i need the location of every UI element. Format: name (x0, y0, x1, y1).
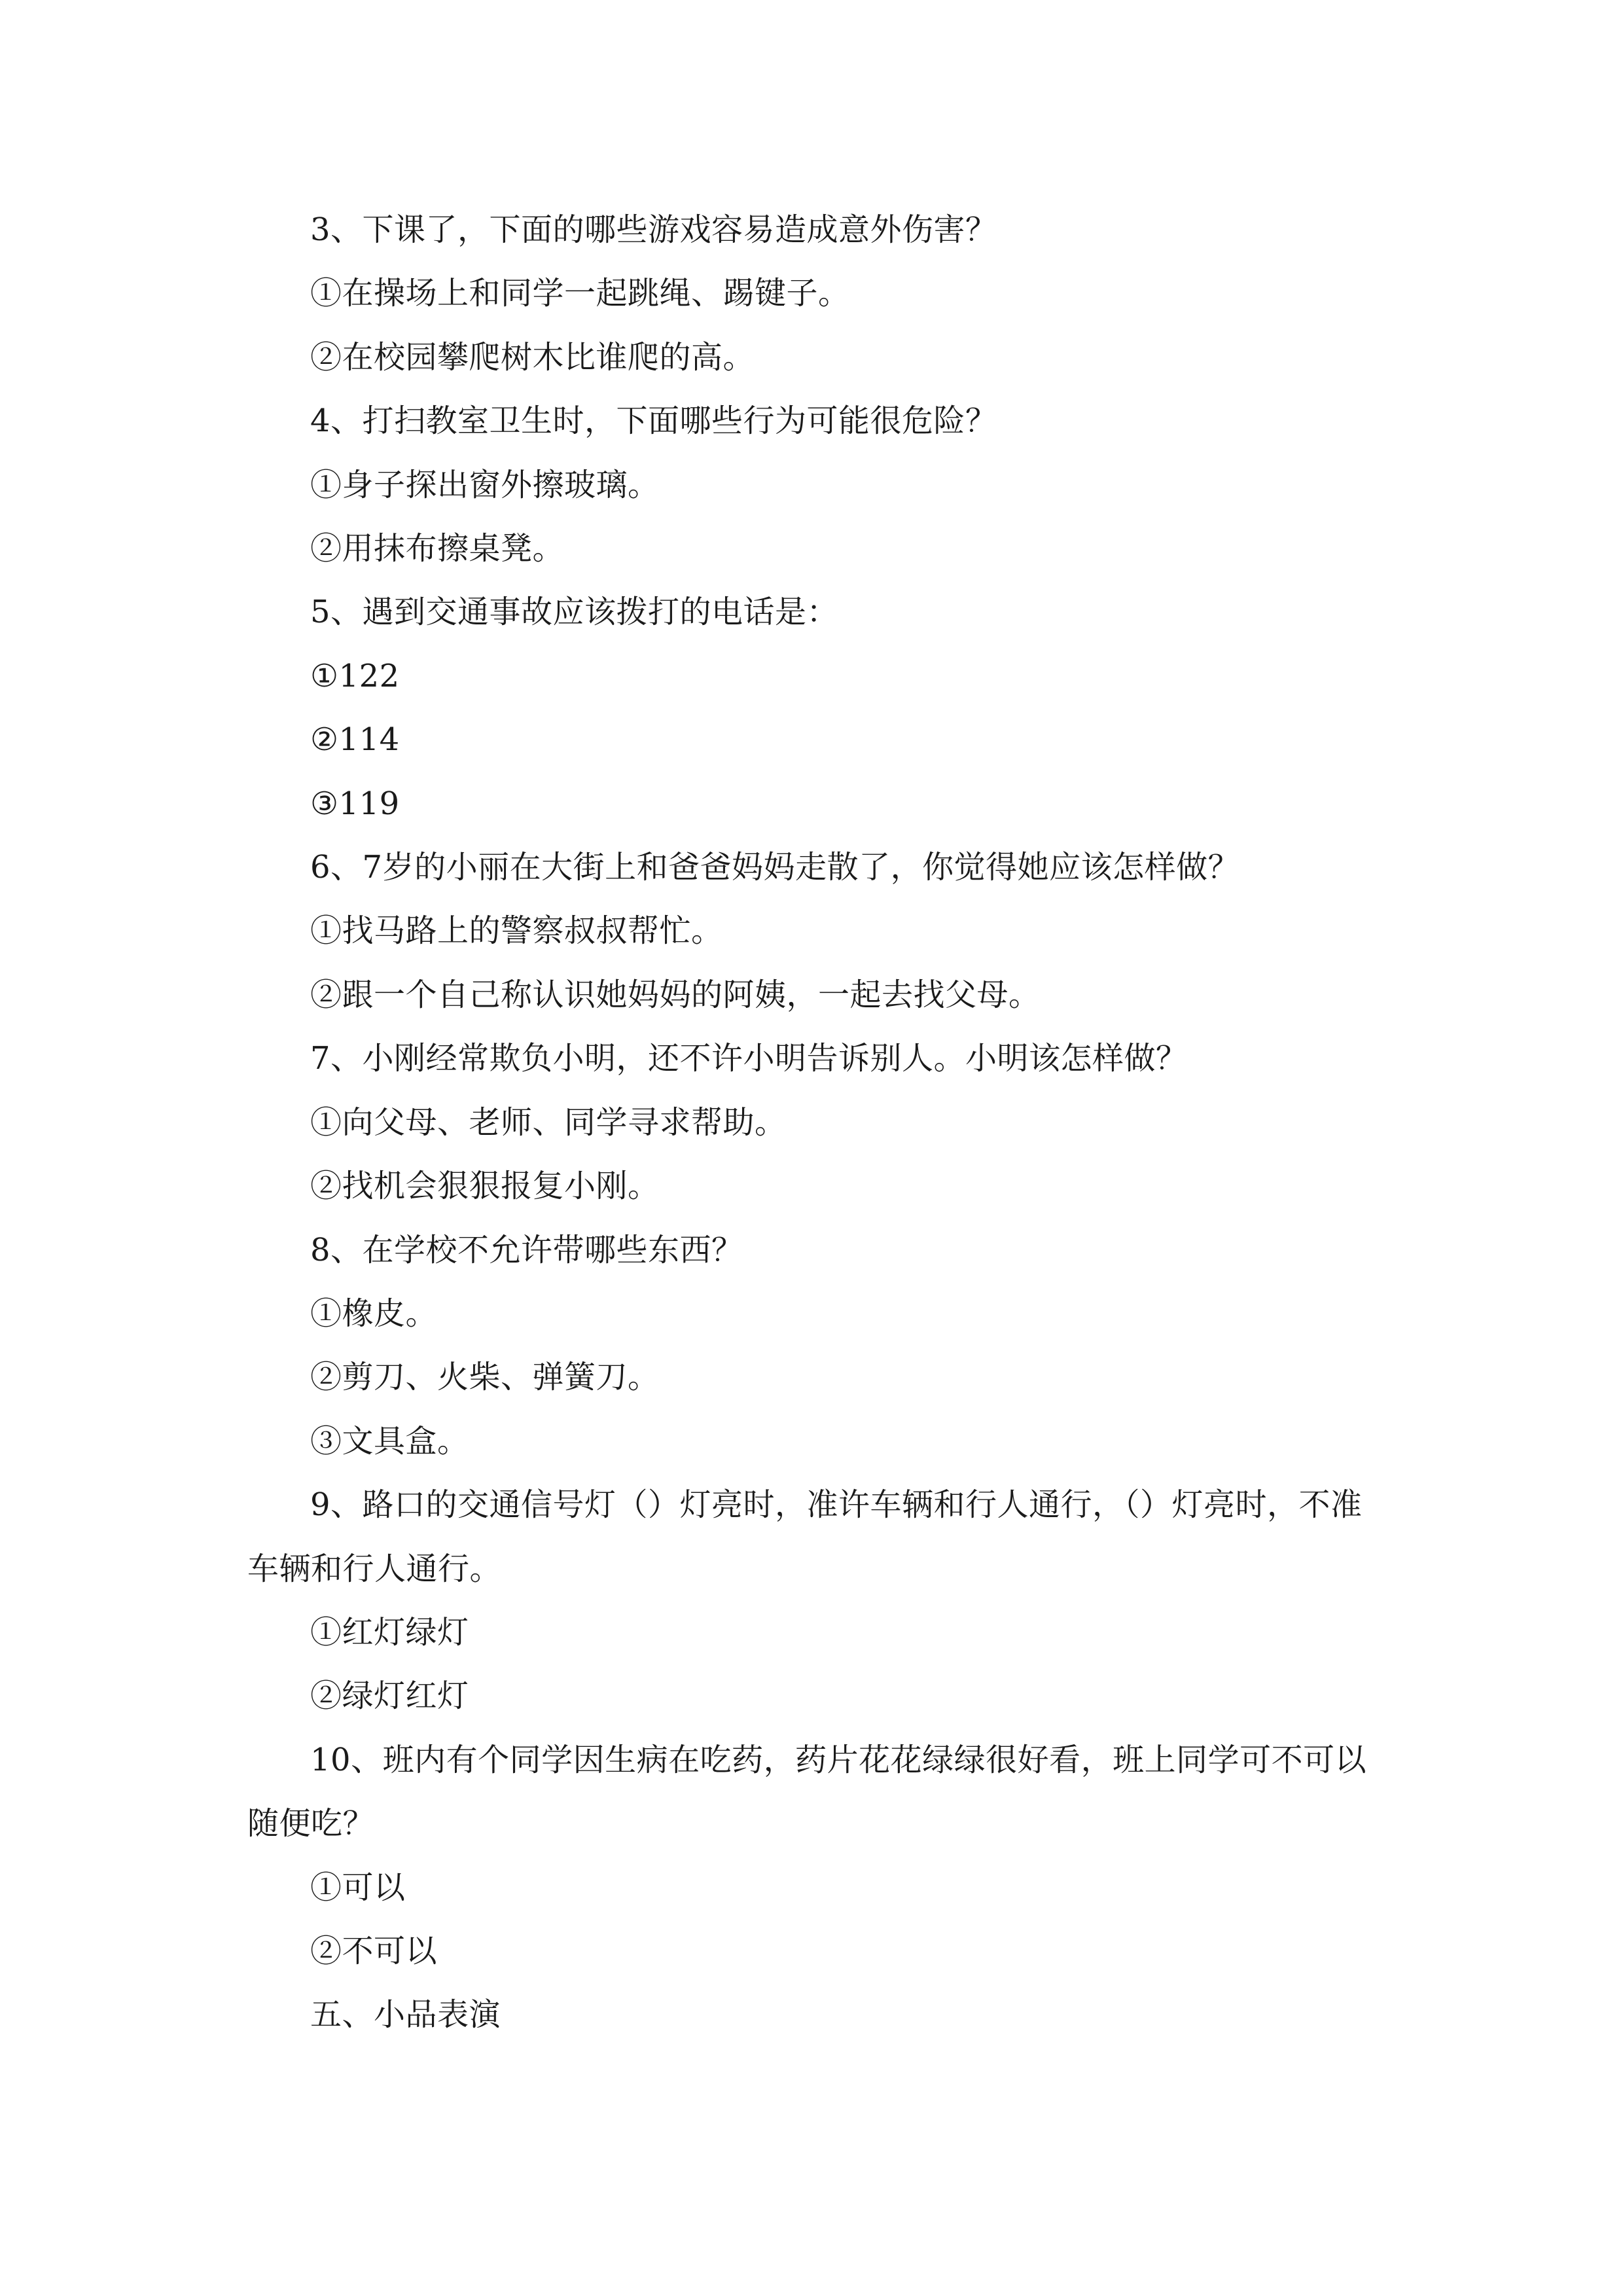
option-7-2: ②找机会狠狠报复小刚。 (310, 1168, 660, 1205)
option-4-1: ①身子探出窗外擦玻璃。 (310, 466, 660, 503)
option-8-3: ③文具盒。 (310, 1422, 469, 1460)
option-5-1: ①122 (310, 657, 400, 694)
question-3: 3、下课了，下面的哪些游戏容易造成意外伤害？ (310, 211, 997, 248)
option-4-2: ②用抹布擦桌凳。 (310, 530, 565, 567)
question-4: 4、打扫教室卫生时，下面哪些行为可能很危险？ (310, 403, 997, 440)
option-5-3: ③119 (310, 785, 400, 822)
option-10-2: ②不可以 (310, 1932, 438, 1969)
question-10: 10、班内有个同学因生病在吃药，药片花花绿绿很好看，班上同学可不可以随便吃？ (247, 1741, 1367, 1842)
question-8: 8、在学校不允许带哪些东西？ (310, 1231, 743, 1268)
option-6-1: ①找马路上的警察叔叔帮忙。 (310, 912, 723, 950)
option-7-1: ①向父母、老师、同学寻求帮助。 (310, 1103, 787, 1141)
document-body (247, 198, 1383, 2047)
option-9-2: ②绿灯红灯 (310, 1677, 469, 1715)
option-6-2: ②跟一个自己称认识她妈妈的阿姨，一起去找父母。 (310, 976, 1041, 1013)
option-3-2: ②在校园攀爬树木比谁爬的高。 (310, 338, 755, 376)
option-5-2: ②114 (310, 721, 400, 759)
option-10-1: ①可以 (310, 1869, 406, 1906)
question-7: 7、小刚经常欺负小明，还不许小明告诉别人。小明该怎样做？ (310, 1040, 1188, 1077)
option-8-1: ①橡皮。 (310, 1295, 438, 1332)
question-9: 9、路口的交通信号灯（）灯亮时，准许车辆和行人通行，（）灯亮时，不准车辆和行人通行。 (247, 1486, 1363, 1587)
option-8-2: ②剪刀、火柴、弹簧刀。 (310, 1359, 660, 1396)
question-5: 5、遇到交通事故应该拨打的电话是： (310, 594, 839, 631)
section-heading-5: 五、小品表演 (310, 1996, 501, 2034)
option-9-1: ①红灯绿灯 (310, 1613, 469, 1651)
option-3-1: ①在操场上和同学一起跳绳、踢键子。 (310, 275, 850, 312)
question-6: 6、7岁的小丽在大街上和爸爸妈妈走散了，你觉得她应该怎样做？ (310, 849, 1240, 886)
